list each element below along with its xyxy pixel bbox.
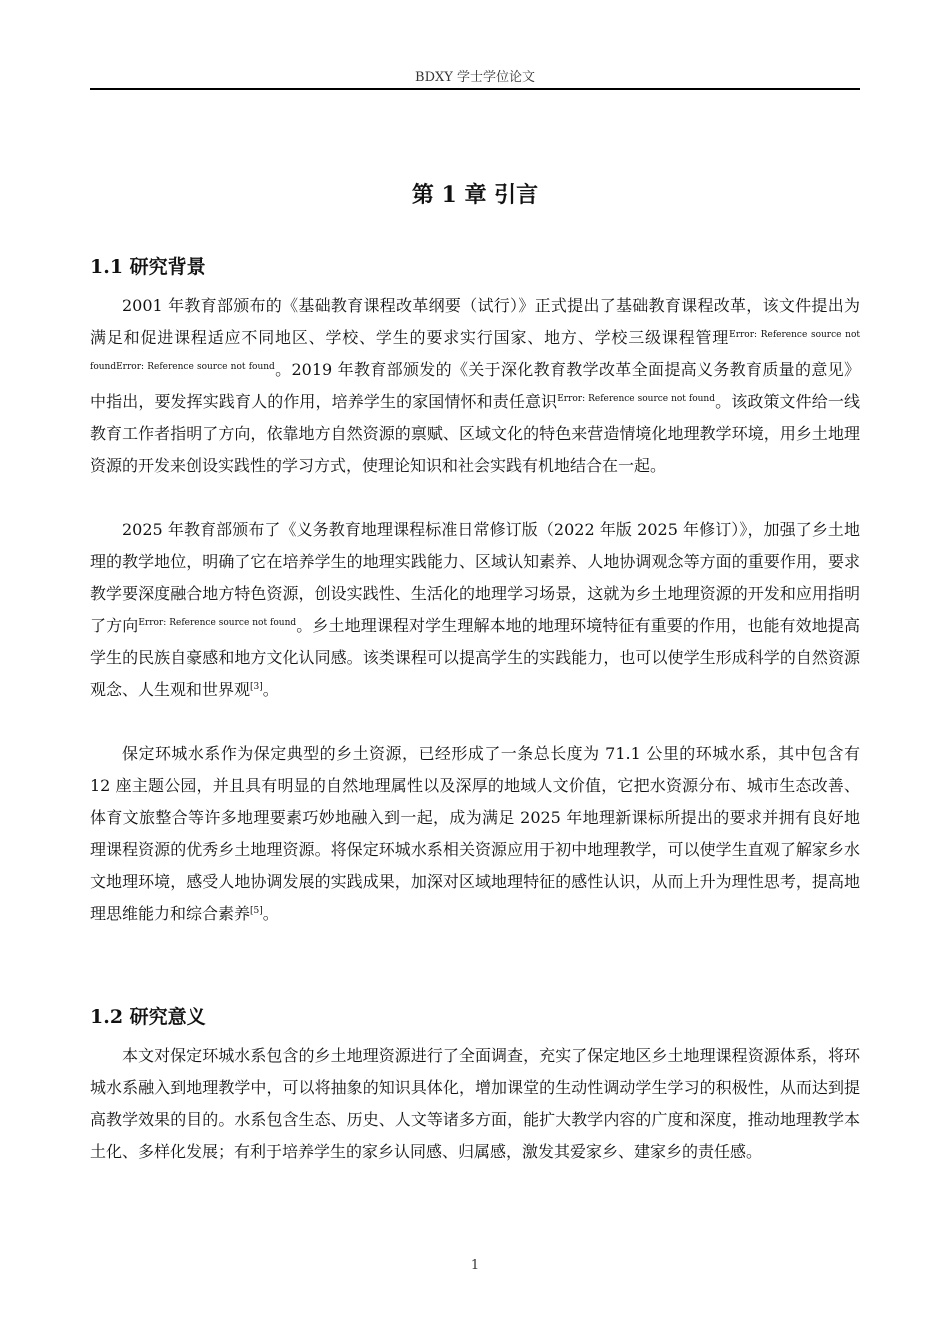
citation: [3]: [250, 682, 263, 692]
paragraph-text: 。该政策文件给一线教育工作者指明了方向，依靠地方自然资源的禀赋、区域文化的特色来营造情境化地理教学环境，用乡土地理资源的开发来创设实践性的学习方式，使理论知识和社会实践有机地结合在一起。: [90, 392, 860, 475]
section-title: 1.1 研究背景: [90, 256, 206, 278]
running-header: BDXY 学士学位论文: [415, 70, 535, 85]
paragraph-text: 2025 年教育部颁布了《义务教育地理课程标准日常修订版（2022 年版 2025 年修订）》，加强了乡土地理的教学地位，明确了它在培养学生的地理实践能力、区域认知素养、人地协调观念等方面的重要作用，要求教学要深度融合地方特色资源，创设实践性、生活化的地理学习场景，这就为乡土地理资源的开发和应用指明了方向: [90, 520, 860, 635]
citation: Error: Reference source not found: [557, 394, 715, 404]
paragraph-text: 。: [262, 680, 279, 699]
section-title: 1.2 研究意义: [90, 1006, 206, 1028]
paragraph: [90, 514, 860, 706]
paragraph: [90, 1040, 860, 1168]
paragraph-text: 。2019 年教育部颁发的《关于深化教育教学改革全面提高义务教育质量的意见》中指出，要发挥实践育人的作用，培养学生的家国情怀和责任意识: [90, 360, 860, 411]
paragraph-text: 。: [262, 904, 279, 923]
citation: [5]: [250, 906, 263, 916]
paragraph-text: 本文对保定环城水系包含的乡土地理资源进行了全面调查，充实了保定地区乡土地理课程资源体系，将环城水系融入到地理教学中，可以将抽象的知识具体化，增加课堂的生动性调动学生学习的积极性，从而达到提高教学效果的目的。水系包含生态、历史、人文等诸多方面，能扩大教学内容的广度和深度，推动地理教学本土化、多样化发展；有利于培养学生的家乡认同感、归属感，激发其爱家乡、建家乡的责任感。: [90, 1046, 860, 1161]
paragraph: [90, 290, 860, 482]
citation: Error: Reference source not found: [138, 618, 297, 628]
chapter-title: 第 1 章 引言: [411, 182, 539, 208]
citation: Error: Reference source not foundError: Reference source not found: [90, 330, 860, 372]
paragraph: [90, 738, 860, 930]
page-number: 1: [470, 1258, 480, 1273]
paragraph-text: 。乡土地理课程对学生理解本地的地理环境特征有重要的作用，也能有效地提高学生的民族自豪感和地方文化认同感。该类课程可以提高学生的实践能力，也可以使学生形成科学的自然资源观念、人生观和世界观: [90, 616, 860, 699]
header-rule: [90, 88, 860, 90]
paragraph-text: 2001 年教育部颁布的《基础教育课程改革纲要（试行）》正式提出了基础教育课程改革，该文件提出为满足和促进课程适应不同地区、学校、学生的要求实行国家、地方、学校三级课程管理: [90, 296, 860, 347]
paragraph-text: 保定环城水系作为保定典型的乡土资源，已经形成了一条总长度为 71.1 公里的环城水系，其中包含有 12 座主题公园，并且具有明显的自然地理属性以及深厚的地域人文价值，它把水资源分布、城市生态改善、体育文旅整合等许多地理要素巧妙地融入到一起，成为满足 2025 年地理新课标所提出的要求并拥有良好地理课程资源的优秀乡土地理资源。将保定环城水系相关资源应用于初中地理教学，可以使学生直观了解家乡水文地理环境，感受人地协调发展的实践成果，加深对区域地理特征的感性认识，从而上升为理性思考，提高地理思维能力和综合素养: [90, 744, 860, 923]
